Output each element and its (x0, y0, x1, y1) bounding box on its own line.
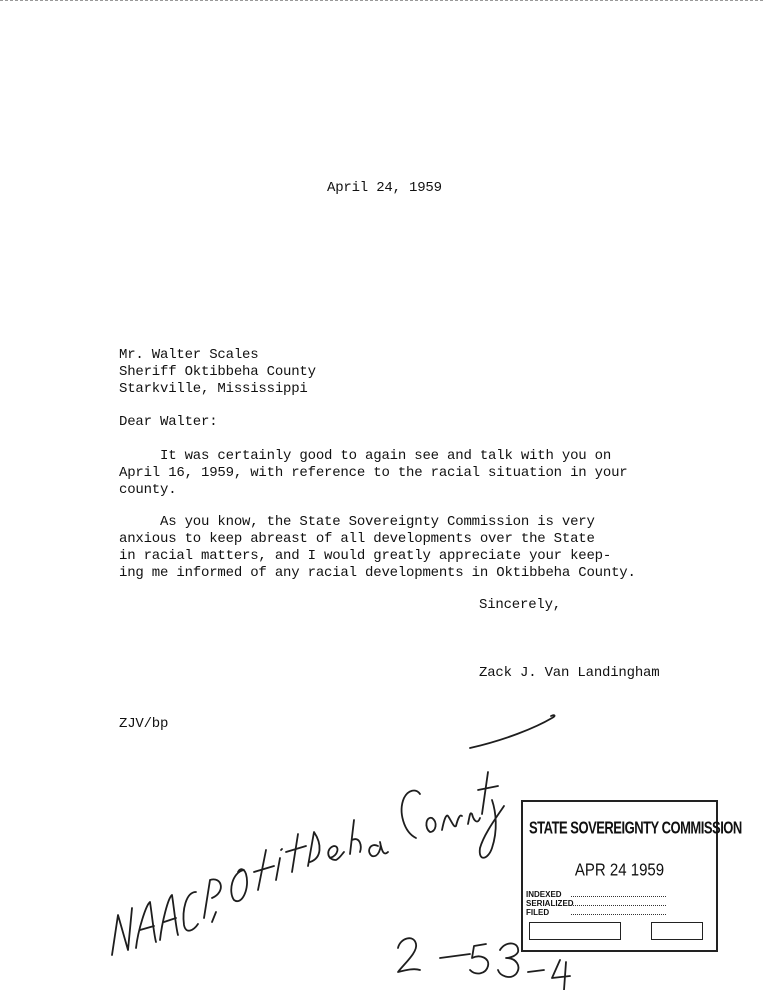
paragraph1-line: It was certainly good to again see and talk with you on (119, 448, 612, 464)
signer-name: Zack J. Van Landingham (479, 665, 660, 681)
paragraph2-line: ing me informed of any racial developments in Oktibbeha County. (119, 565, 636, 581)
stamp-field-filed: FILED (526, 908, 550, 917)
stamp-field-line (571, 896, 666, 897)
paragraph2-line: in racial matters, and I would greatly appreciate your keep- (119, 548, 612, 564)
paragraph2-line: As you know, the State Sovereignty Commission is very (119, 514, 595, 530)
stamp-field-line (571, 905, 666, 906)
recipient-title: Sheriff Oktibbeha County (119, 364, 316, 380)
paragraph1-line: April 16, 1959, with reference to the racial situation in your (119, 465, 628, 481)
stamp-box-right (651, 922, 703, 940)
typist-initials: ZJV/bp (119, 716, 169, 732)
paragraph2-line: anxious to keep abreast of all developments over the State (119, 531, 595, 547)
letter-date: April 24, 1959 (327, 180, 442, 196)
salutation: Dear Walter: (119, 414, 218, 430)
stamp-title: STATE SOVEREIGNTY COMMISSION (529, 817, 742, 838)
stamp-field-line (571, 914, 666, 915)
page-top-edge (0, 0, 763, 7)
recipient-name: Mr. Walter Scales (119, 347, 259, 363)
paragraph1-line: county. (119, 482, 177, 498)
stamp-field-indexed: INDEXED (526, 890, 562, 899)
closing: Sincerely, (479, 597, 562, 613)
stamp-field-serialized: SERIALIZED (526, 899, 574, 908)
stamp-date: APR 24 1959 (574, 860, 665, 881)
stamp-box-left (529, 922, 621, 940)
recipient-city: Starkville, Mississippi (119, 381, 308, 397)
state-sovereignty-commission-stamp (521, 800, 742, 952)
